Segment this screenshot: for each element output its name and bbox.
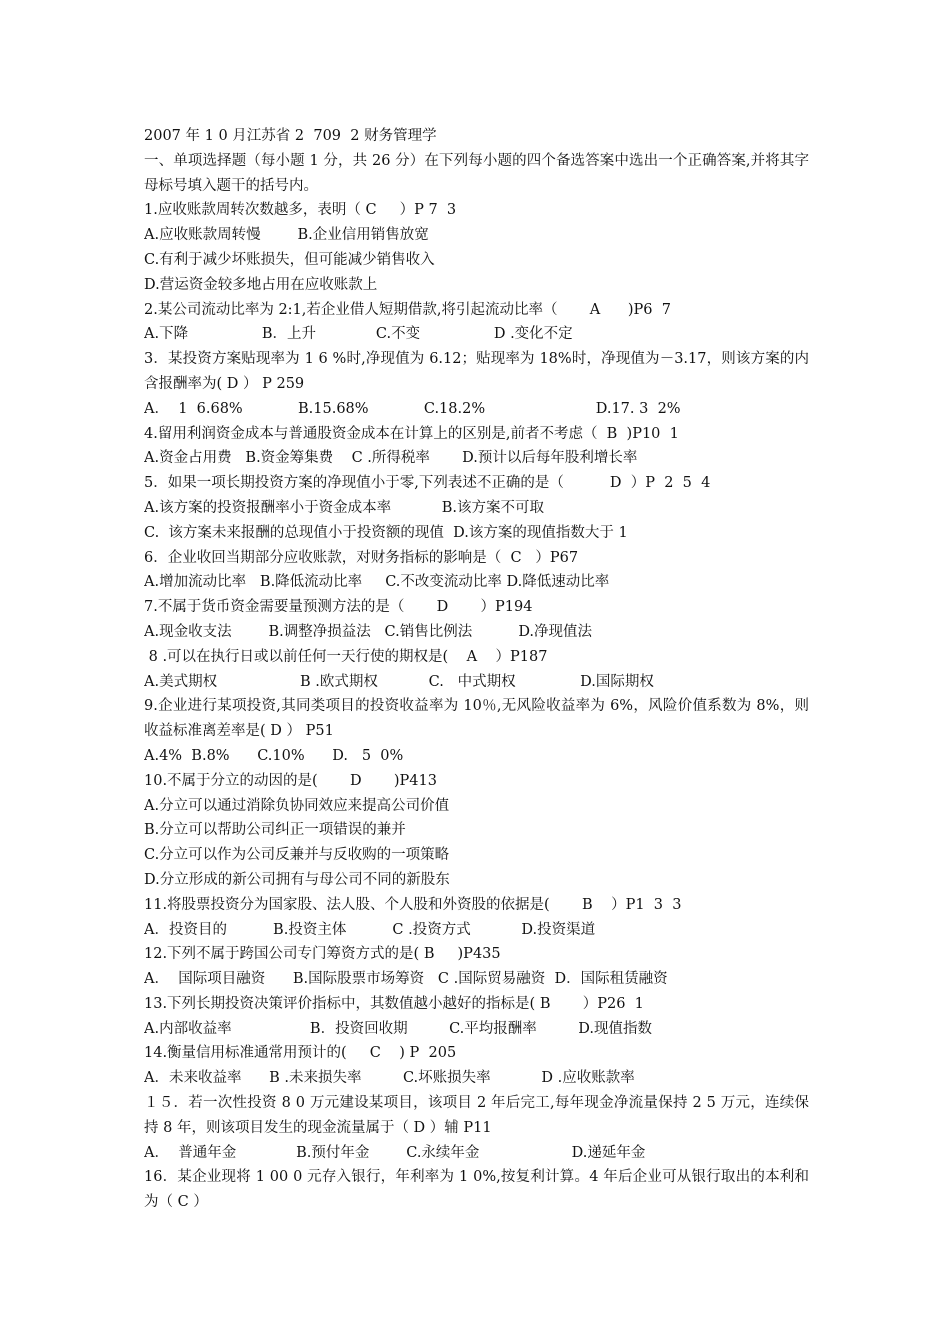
- answer-options: A.应收账款周转慢 B.企业信用销售放宽: [144, 227, 429, 244]
- question-stem: 6．企业收回当期部分应收账款，对财务指标的影响是（ C ）P67: [144, 549, 579, 566]
- answer-options: A． 国际项目融资 B.国际股票市场筹资 C .国际贸易融资 D．国际租赁融资: [144, 971, 668, 988]
- question-stem: 2.某公司流动比率为 2:1,若企业借人短期借款,将引起流动比率（ A )P6 7: [144, 301, 671, 318]
- answer-options: A． 普通年金 B.预付年金 C.永续年金 D.递延年金: [144, 1144, 646, 1161]
- answer-options: D.分立形成的新公司拥有与母公司不同的新股东: [144, 871, 450, 888]
- question-stem: 7.不属于货币资金需要量预测方法的是（ D ）P194: [144, 599, 533, 616]
- answer-options: C.分立可以作为公司反兼并与反收购的一项策略: [144, 847, 450, 864]
- answer-options: A．未来收益率 B .未来损失率 C.坏账损失率 D .应收账款率: [144, 1070, 635, 1087]
- answer-options: A.4% B.8% C.10% D. 5 0%: [144, 747, 404, 764]
- answer-options: A.增加流动比率 B.降低流动比率 C.不改变流动比率 D.降低速动比率: [144, 574, 610, 591]
- answer-options: A.该方案的投资报酬率小于资金成本率 B.该方案不可取: [144, 499, 545, 516]
- answer-options: A.美式期权 B .欧式期权 C. 中式期权 D.国际期权: [144, 673, 654, 690]
- answer-options: A.现金收支法 B.调整净损益法 C.销售比例法 D.净现值法: [144, 623, 593, 640]
- question-stem: 13.下列长期投资决策评价指标中，其数值越小越好的指标是( B ）P26 1: [144, 995, 644, 1012]
- answer-options: C. 该方案未来报酬的总现值小于投资额的现值 D.该方案的现值指数大于 1: [144, 524, 628, 541]
- document-body: [144, 124, 809, 1215]
- answer-options: A.分立可以通过消除负协同效应来提高公司价值: [144, 797, 450, 814]
- question-stem: １５．若一次性投资 8 0 万元建设某项目，该项目 2 年后完工,每年现金净流量保持 2 5 万元，连续保持 8 年，则该项目发生的现金流量属于（ D ）辅 P11: [144, 1095, 809, 1136]
- answer-options: A.资金占用费 B.资金筹集费 C .所得税率 D.预计以后每年股利增长率: [144, 450, 638, 467]
- answer-options: A.下降 B．上升 C.不变 D .变化不定: [144, 326, 573, 343]
- answer-options: B.分立可以帮助公司纠正一项错误的兼并: [144, 822, 406, 839]
- question-stem: 3．某投资方案贴现率为 1 6 %时,净现值为 6.12；贴现率为 18%时，净现值为－3.17，则该方案的内含报酬率为( D ） P 259: [144, 351, 809, 392]
- section-heading: 一、单项选择题（每小题 1 分，共 26 分）在下列每小题的四个备选答案中选出一个正确答案,并将其字母标号填入题干的括号内。: [144, 152, 809, 194]
- document-title: 2007 年 1 0 月江苏省 2 709 2 财务管理学: [144, 128, 437, 144]
- question-stem: 11.将股票投资分为国家股、法人股、个人股和外资股的依据是( B ）P1 3 3: [144, 896, 682, 913]
- question-stem: 12.下列不属于跨国公司专门筹资方式的是( B )P435: [144, 946, 501, 963]
- answer-options: D.营运资金较多地占用在应收账款上: [144, 276, 378, 293]
- question-stem: 4.留用利润资金成本与普通股资金成本在计算上的区别是,前者不考虑（ B )P10 1: [144, 425, 679, 442]
- answer-options: A．投资目的 B.投资主体 C .投资方式 D.投资渠道: [144, 921, 596, 938]
- question-list: [144, 198, 809, 1215]
- question-stem: 10.不属于分立的动因的是( D )P413: [144, 772, 437, 789]
- answer-options: A.内部收益率 B．投资回收期 C.平均报酬率 D.现值指数: [144, 1020, 652, 1037]
- answer-options: A． 1 6.68% B.15.68% C.18.2% D.17. 3 2%: [144, 400, 681, 417]
- question-stem: 16．某企业现将 1 00 0 元存入银行，年利率为 1 0%,按复利计算。4 年后企业可从银行取出的本利和为（ C ）: [144, 1169, 809, 1211]
- question-stem: 1.应收账款周转次数越多，表明（ C ）P 7 3: [144, 202, 457, 219]
- question-stem: 14.衡量信用标准通常用预计的( C ) P 205: [144, 1045, 457, 1062]
- question-stem: 8 .可以在执行日或以前任何一天行使的期权是( A ）P187: [144, 648, 548, 665]
- question-stem: 9.企业进行某项投资,其同类项目的投资收益率为 10％,无风险收益率为 6%，风险价值系数为 8%，则收益标准离差率是( D ） P51: [144, 698, 809, 740]
- question-stem: 5．如果一项长期投资方案的净现值小于零,下列表述不正确的是（ D ）P 2 5 4: [144, 475, 711, 492]
- answer-options: C.有利于减少坏账损失，但可能减少销售收入: [144, 251, 435, 268]
